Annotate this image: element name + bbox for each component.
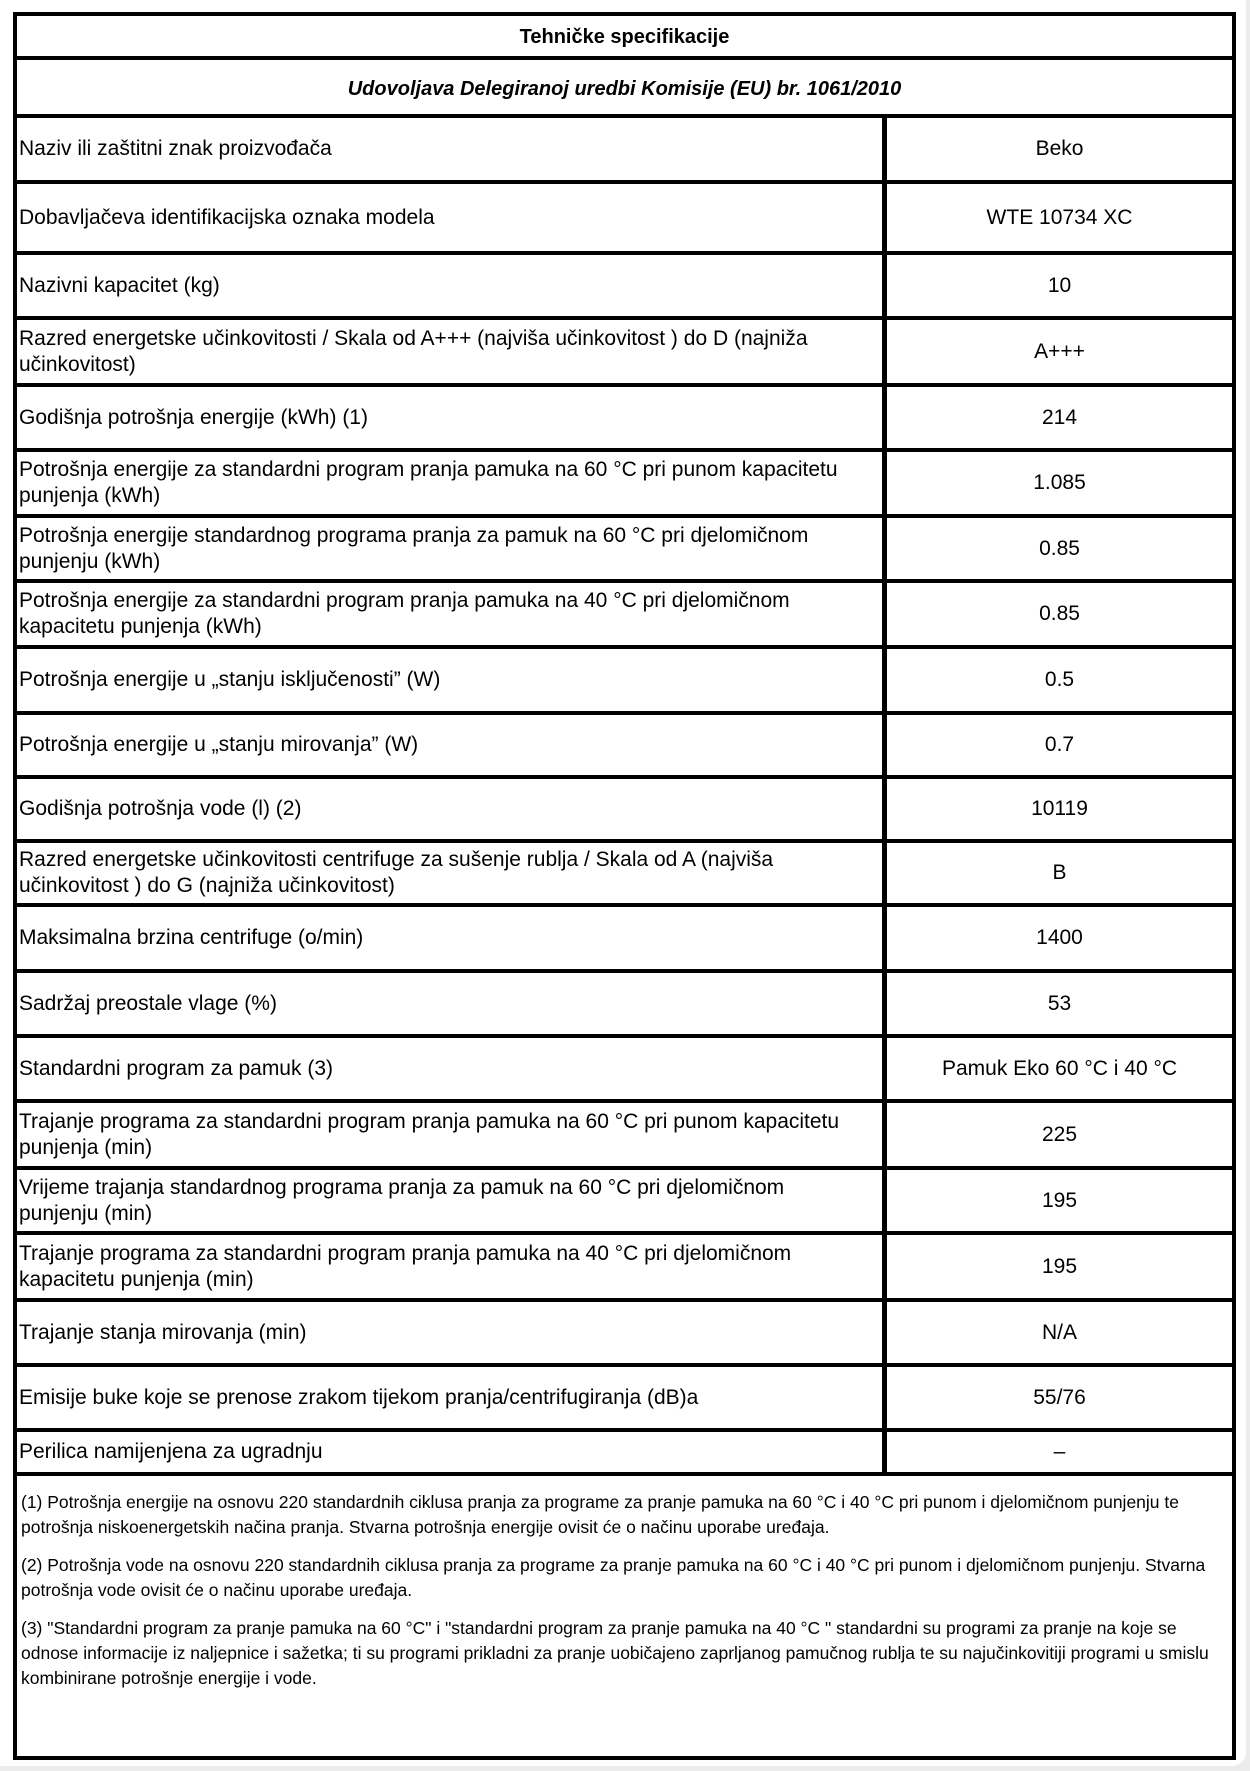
spec-label: Godišnja potrošnja vode (l) (2) [19,797,302,820]
spec-label: Razred energetske učinkovitosti / Skala od A+++ (najviša učinkovitost ) do D (najniža učinkovitost) [19,326,808,376]
footnote: (1) Potrošnja energije na osnovu 220 standardnih ciklusa pranja za programe za pranje pamuka na 60 °C i 40 °C pri punom i djelomičnom punjenju te potrošnja niskoenergetskih načina pranja. Stvarna potrošnja energije ovisit će o načinu uporabe uređaja. [21,1492,1179,1537]
spec-label: Emisije buke koje se prenose zrakom tijekom pranja/centrifugiranja (dB)a [19,1385,699,1409]
table-title: Tehničke specifikacije [519,25,730,48]
row-divider [13,316,1236,320]
spec-value: 10 [1047,273,1072,297]
spec-label: Potrošnja energije za standardni program pranja pamuka na 60 °C pri punom kapacitetu punjenja (kWh) [19,458,838,507]
spec-value: WTE 10734 XC [986,205,1133,229]
spec-label: Potrošnja energije u „stanju isključenosti” (W) [19,668,441,691]
spec-value: 1.085 [1033,471,1086,494]
spec-value: 1400 [1036,926,1083,949]
row-divider [13,969,1236,973]
row-divider [13,1034,1236,1038]
spec-label: Standardni program za pamuk (3) [19,1056,333,1080]
spec-value: 53 [1047,991,1072,1015]
spec-label: Trajanje stanja mirovanja (min) [19,1320,307,1344]
spec-value: A+++ [1034,339,1085,363]
row-divider [13,1363,1236,1367]
spec-label: Potrošnja energije za standardni program pranja pamuka na 40 °C pri djelomičnom kapacitetu punjenja (kWh) [19,589,790,638]
row-divider [13,383,1236,387]
footnote: (2) Potrošnja vode na osnovu 220 standardnih ciklusa pranja za programe za pranje pamuka na 60 °C i 40 °C pri punom i djelomičnom punjenju. Stvarna potrošnja vode ovisit će o načinu uporabe uređaja. [21,1555,1206,1600]
spec-value: Pamuk Eko 60 °C i 40 °C [941,1056,1178,1080]
spec-label: Sadržaj preostale vlage (%) [19,991,277,1015]
footnotes [21,1490,1226,1704]
spec-label: Maksimalna brzina centrifuge (o/min) [19,926,364,949]
row-divider [13,1298,1236,1302]
spec-label: Dobavljačeva identifikacijska oznaka modela [19,205,435,229]
spec-value: – [1053,1440,1066,1463]
spec-value: 195 [1041,1254,1078,1278]
spec-value: 0.7 [1044,733,1075,756]
spec-value: 0.5 [1044,668,1075,691]
row-divider [13,251,1236,255]
row-divider [13,448,1236,452]
spec-label: Trajanje programa za standardni program pranja pamuka na 40 °C pri djelomičnom kapacitetu punjenja (min) [19,1241,792,1291]
spec-value: 214 [1041,405,1078,429]
spec-value: B [1052,861,1067,884]
spec-value: 0.85 [1039,536,1080,560]
row-divider [13,711,1236,715]
spec-label: Naziv ili zaštitni znak proizvođača [19,137,332,160]
spec-label: Potrošnja energije u „stanju mirovanja” (W) [19,733,419,756]
row-divider [13,1231,1236,1235]
spec-label: Trajanje programa za standardni program pranja pamuka na 60 °C pri punom kapacitetu punjenja (min) [19,1109,840,1159]
row-divider [13,180,1236,184]
spec-label: Vrijeme trajanja standardnog programa pranja za pamuk na 60 °C pri djelomičnom punjenju (min) [19,1175,785,1225]
spec-label: Razred energetske učinkovitosti centrifuge za sušenje rublja / Skala od A (najviša učinkovitost ) do G (najniža učinkovitost) [19,848,774,897]
row-divider [13,1472,1236,1476]
spec-label: Godišnja potrošnja energije (kWh) (1) [19,405,368,429]
spec-label: Perilica namijenjena za ugradnju [19,1440,323,1463]
spec-label: Nazivni kapacitet (kg) [19,273,220,297]
spec-value: 55/76 [1033,1385,1086,1409]
column-divider [882,114,887,1476]
spec-label: Potrošnja energije standardnog programa pranja za pamuk na 60 °C pri djelomičnom punjenju (kWh) [19,523,809,573]
table-subtitle: Udovoljava Delegiranoj uredbi Komisije (EU) br. 1061/2010 [347,77,902,100]
spec-value: 10119 [1031,797,1088,820]
row-divider [13,579,1236,583]
spec-value: 0.85 [1039,602,1080,625]
footnote: (3) "Standardni program za pranje pamuka na 60 °C" i "standardni program za pranje pamuka na 40 °C " standardni su programi za pranje na koje se odnose informacije iz naljepnice i sažetka; ti su programi prikladni za pranje uobičajeno zaprljanog pamučnog rublja te su najučinkovitiji programi u smislu kombinirane potrošnje energije i vode. [21,1618,1209,1688]
row-divider [13,1166,1236,1170]
row-divider [13,1099,1236,1103]
spec-value: 195 [1041,1188,1078,1212]
row-divider [13,903,1236,907]
row-divider [13,1428,1236,1432]
spec-value: N/A [1041,1320,1077,1344]
row-divider [13,645,1236,649]
spec-value: 225 [1041,1122,1078,1146]
row-divider [13,514,1236,518]
spec-value: Beko [1035,137,1084,160]
row-divider [13,775,1236,779]
row-divider [13,839,1236,843]
